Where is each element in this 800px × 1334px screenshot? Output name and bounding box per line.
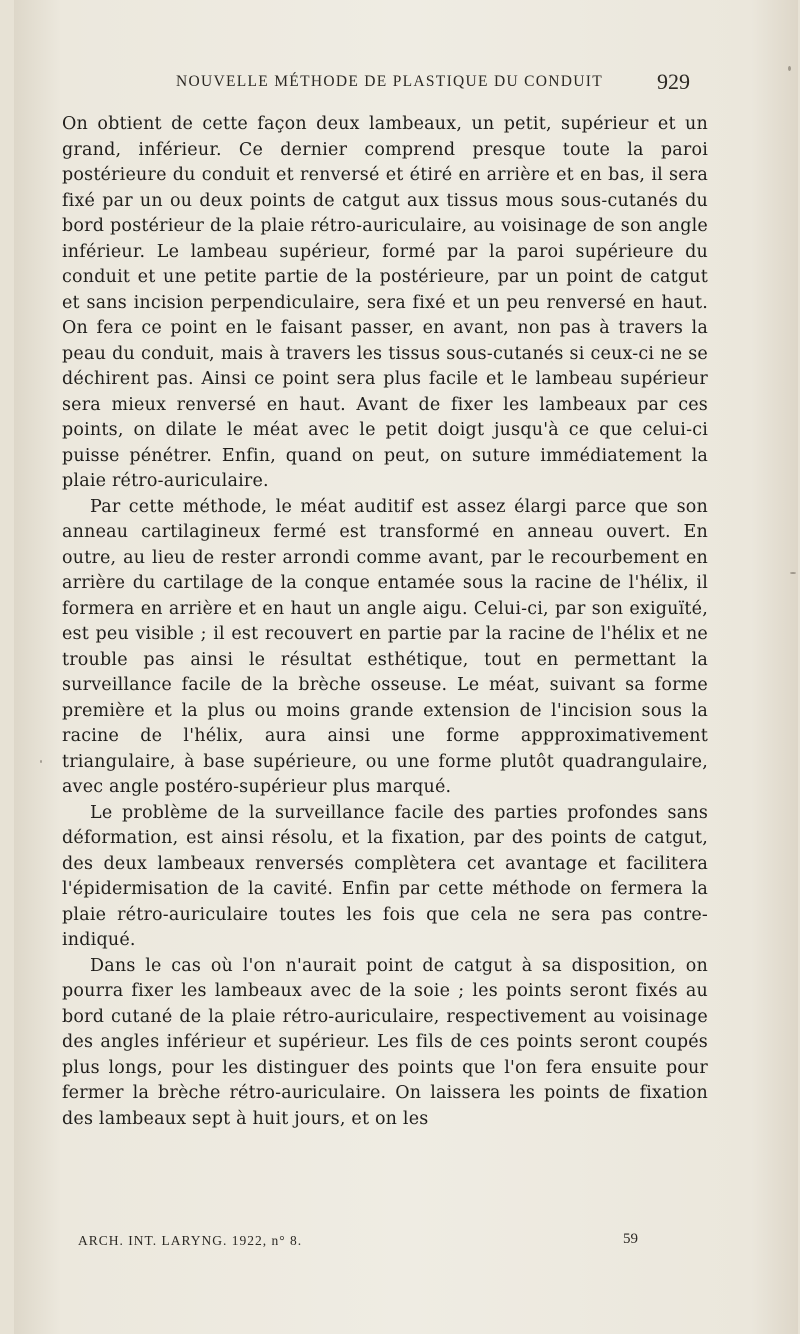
body-text bbox=[62, 112, 708, 1132]
page-footer bbox=[78, 1233, 638, 1253]
margin-speck bbox=[788, 66, 791, 71]
running-title: NOUVELLE MÉTHODE DE PLASTIQUE DU CONDUIT bbox=[176, 73, 603, 90]
footer-citation: ARCH. INT. LARYNG. 1922, n° 8. bbox=[78, 1233, 303, 1248]
signature-mark: 59 bbox=[623, 1231, 638, 1247]
paragraph-1: On obtient de cette façon deux lambeaux, un petit, supérieur et un grand, inférieur. Ce dernier comprend presque toute la paroi postérieure du conduit et renversé et étiré en arrière et en bas, il sera fixé par un ou deux points de catgut aux tissus mous sous-cutanés du bord postérieur de la plaie rétro-auriculaire, au voisinage de son angle inférieur. Le lambeau supérieur, formé par la paroi supérieure du conduit et une petite partie de la postérieure, par un point de catgut et sans incision perpendiculaire, sera fixé et un peu renversé en haut. On fera ce point en le faisant passer, en avant, non pas à travers la peau du conduit, mais à travers les tissus sous-cutanés si ceux-ci ne se déchirent pas. Ainsi ce point sera plus facile et le lambeau supérieur sera mieux renversé en haut. Avant de fixer les lambeaux par ces points, on dilate le méat avec le petit doigt jusqu'à ce que celui-ci puisse pénétrer. Enfin, quand on peut, on suture immédiatement la plaie rétro-auriculaire. bbox=[62, 114, 708, 491]
paragraph-4: Dans le cas où l'on n'aurait point de catgut à sa disposition, on pourra fixer les lambeaux avec de la soie ; les points seront fixés au bord cutané de la plaie rétro-auriculaire, respectivement au voisinage des angles inférieur et supérieur. Les fils de ces points seront coupés plus longs, pour les distinguer des points que l'on fera ensuite pour fermer la brèche rétro-auriculaire. On laissera les points de fixation des lambeaux sept à huit jours, et on les bbox=[62, 955, 708, 1129]
paragraph-2: Par cette méthode, le méat auditif est assez élargi parce que son anneau cartilagineux fermé est transformé en anneau ouvert. En outre, au lieu de rester arrondi comme avant, par le recourbement en arrière du cartilage de la conque entamée sous la racine de l'hélix, il formera en arrière et en haut un angle aigu. Celui-ci, par son exiguïté, est peu visible ; il est recouvert en partie par la racine de l'hélix et ne trouble pas ainsi le résultat esthétique, tout en permettant la surveillance facile de la brèche osseuse. Le méat, suivant sa forme première et la plus ou moins grande extension de l'incision sous la racine de l'hélix, aura ainsi une forme appproximativement triangulaire, à base supérieure, ou une forme plutôt quadrangulaire, avec angle postéro-supérieur plus marqué. bbox=[62, 496, 708, 797]
page-number: 929 bbox=[657, 69, 690, 94]
paragraph-3: Le problème de la surveillance facile des parties profondes sans déformation, est ainsi résolu, et la fixation, par des points de catgut, des deux lambeaux renversés complètera cet avantage et facilitera l'épidermisation de la cavité. Enfin par cette méthode on fermera la plaie rétro-auriculaire toutes les fois que cela ne sera pas contre-indiqué. bbox=[62, 802, 708, 950]
margin-speck bbox=[790, 572, 796, 574]
running-head bbox=[170, 69, 690, 94]
margin-speck bbox=[40, 760, 42, 763]
